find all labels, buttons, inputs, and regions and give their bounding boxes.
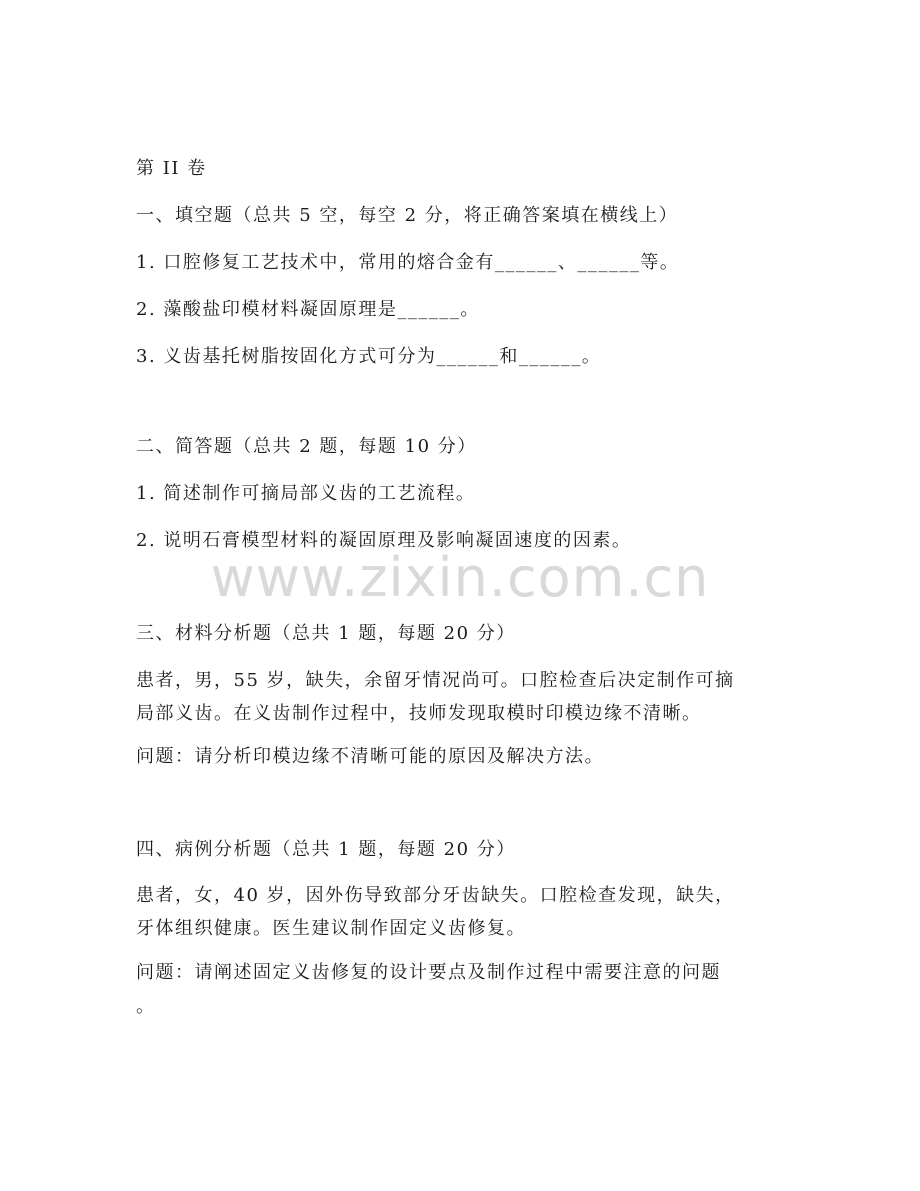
section-4-case-line-1: 患者，女，40 岁，因外伤导致部分牙齿缺失。口腔检查发现，缺失， — [136, 885, 735, 906]
section-1-question-1: 1. 口腔修复工艺技术中，常用的熔合金有______、______等。 — [136, 252, 680, 273]
section-1-question-2: 2. 藻酸盐印模材料凝固原理是______。 — [136, 299, 480, 320]
section-4-case-line-2: 牙体组织健康。医生建议制作固定义齿修复。 — [136, 918, 526, 939]
section-4-question-line-1: 问题：请阐述固定义齿修复的设计要点及制作过程中需要注意的问题 — [136, 962, 721, 983]
section-2-question-2: 2. 说明石膏模型材料的凝固原理及影响凝固速度的因素。 — [136, 530, 632, 551]
section-4-title: 四、病例分析题（总共 1 题，每题 20 分） — [136, 839, 516, 860]
section-2-question-1: 1. 简述制作可摘局部义齿的工艺流程。 — [136, 483, 476, 504]
section-1-question-3: 3. 义齿基托树脂按固化方式可分为______和______。 — [136, 346, 602, 367]
section-4-question-line-2: 。 — [136, 996, 156, 1017]
watermark: www.zixin.com.cn — [210, 546, 710, 609]
section-2-title: 二、简答题（总共 2 题，每题 10 分） — [136, 436, 477, 457]
section-3-case-line-1: 患者，男，55 岁，缺失，余留牙情况尚可。口腔检查后决定制作可摘 — [136, 670, 735, 691]
section-1-title: 一、填空题（总共 5 空，每空 2 分，将正确答案填在横线上） — [136, 205, 679, 226]
volume-title: 第 II 卷 — [136, 158, 207, 179]
section-3-question: 问题：请分析印模边缘不清晰可能的原因及解决方法。 — [136, 746, 604, 767]
section-3-case-line-2: 局部义齿。在义齿制作过程中，技师发现取模时印模边缘不清晰。 — [136, 703, 702, 724]
section-3-title: 三、材料分析题（总共 1 题，每题 20 分） — [136, 623, 516, 644]
